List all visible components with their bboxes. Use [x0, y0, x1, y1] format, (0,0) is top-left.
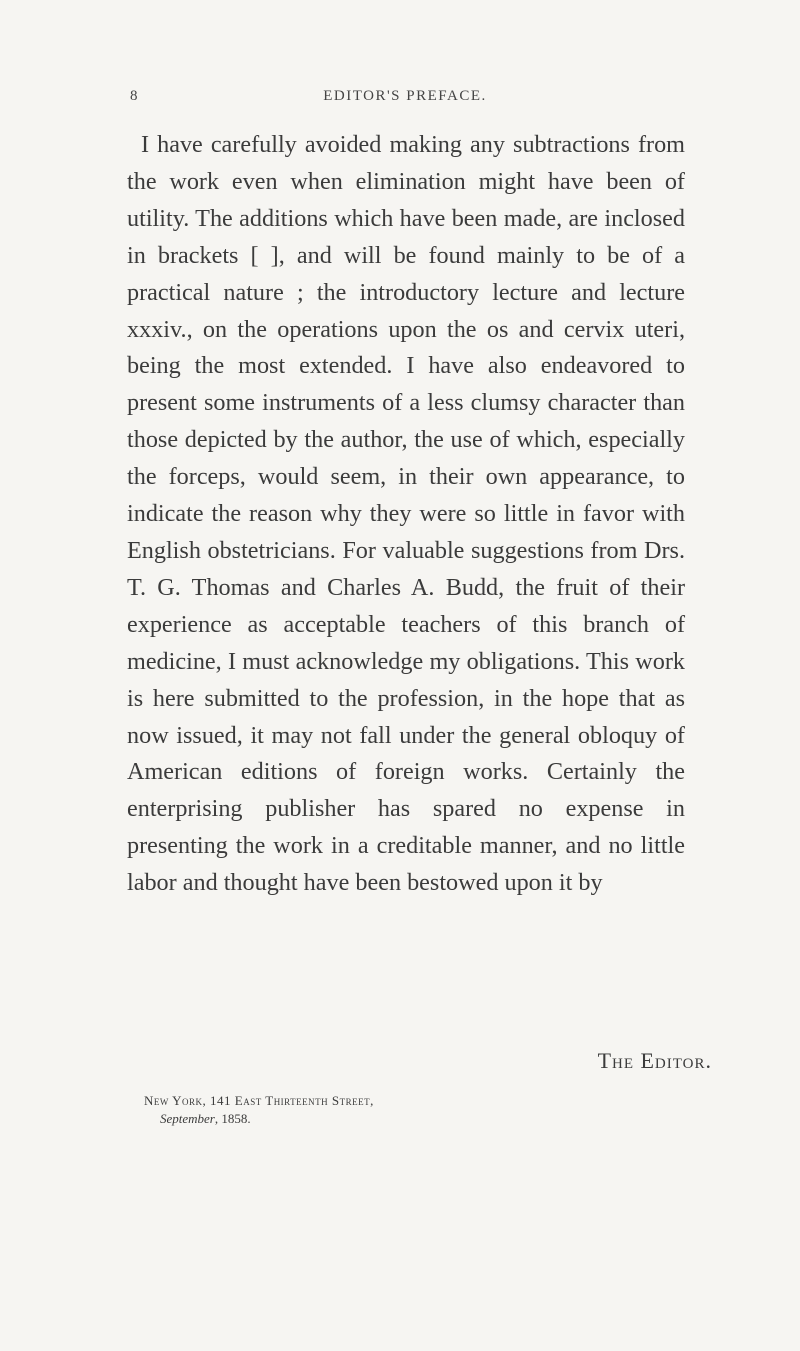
dateline-year: , 1858.	[214, 1111, 251, 1126]
dateline-date	[160, 1110, 374, 1128]
page-header	[130, 88, 680, 110]
dateline	[144, 1092, 374, 1128]
dateline-place: New York, 141 East Thirteenth Street,	[144, 1093, 374, 1108]
preface-paragraph: I have carefully avoided making any subtractions from the work even when elimination might have been of utility. The additions which have been made, are inclosed in brackets [ ], and will be found mainly to be of a practical nature ; the introductory lecture and lecture xxxiv., on the operations upon the os and cervix uteri, being the most extended. I have also endeavored to present some instruments of a less clumsy character than those depicted by the author, the use of which, especially the forceps, would seem, in their own appearance, to indicate the reason why they were so little in favor with English obstetricians. For valuable suggestions from Drs. T. G. Thomas and Charles A. Budd, the fruit of their experience as acceptable teachers of this branch of medicine, I must acknowledge my obligations. This work is here submitted to the profession, in the hope that as now issued, it may not fall under the general obloquy of American editions of foreign works. Certainly the enterprising publisher has spared no expense in presenting the work in a creditable manner, and no little labor and thought have been bestowed upon it by	[127, 131, 685, 897]
preface-body	[127, 127, 685, 902]
editor-signature: The Editor.	[597, 1048, 712, 1073]
page-number: 8	[130, 88, 139, 104]
running-title: EDITOR'S PREFACE.	[323, 88, 487, 104]
dateline-month: September	[160, 1111, 215, 1126]
